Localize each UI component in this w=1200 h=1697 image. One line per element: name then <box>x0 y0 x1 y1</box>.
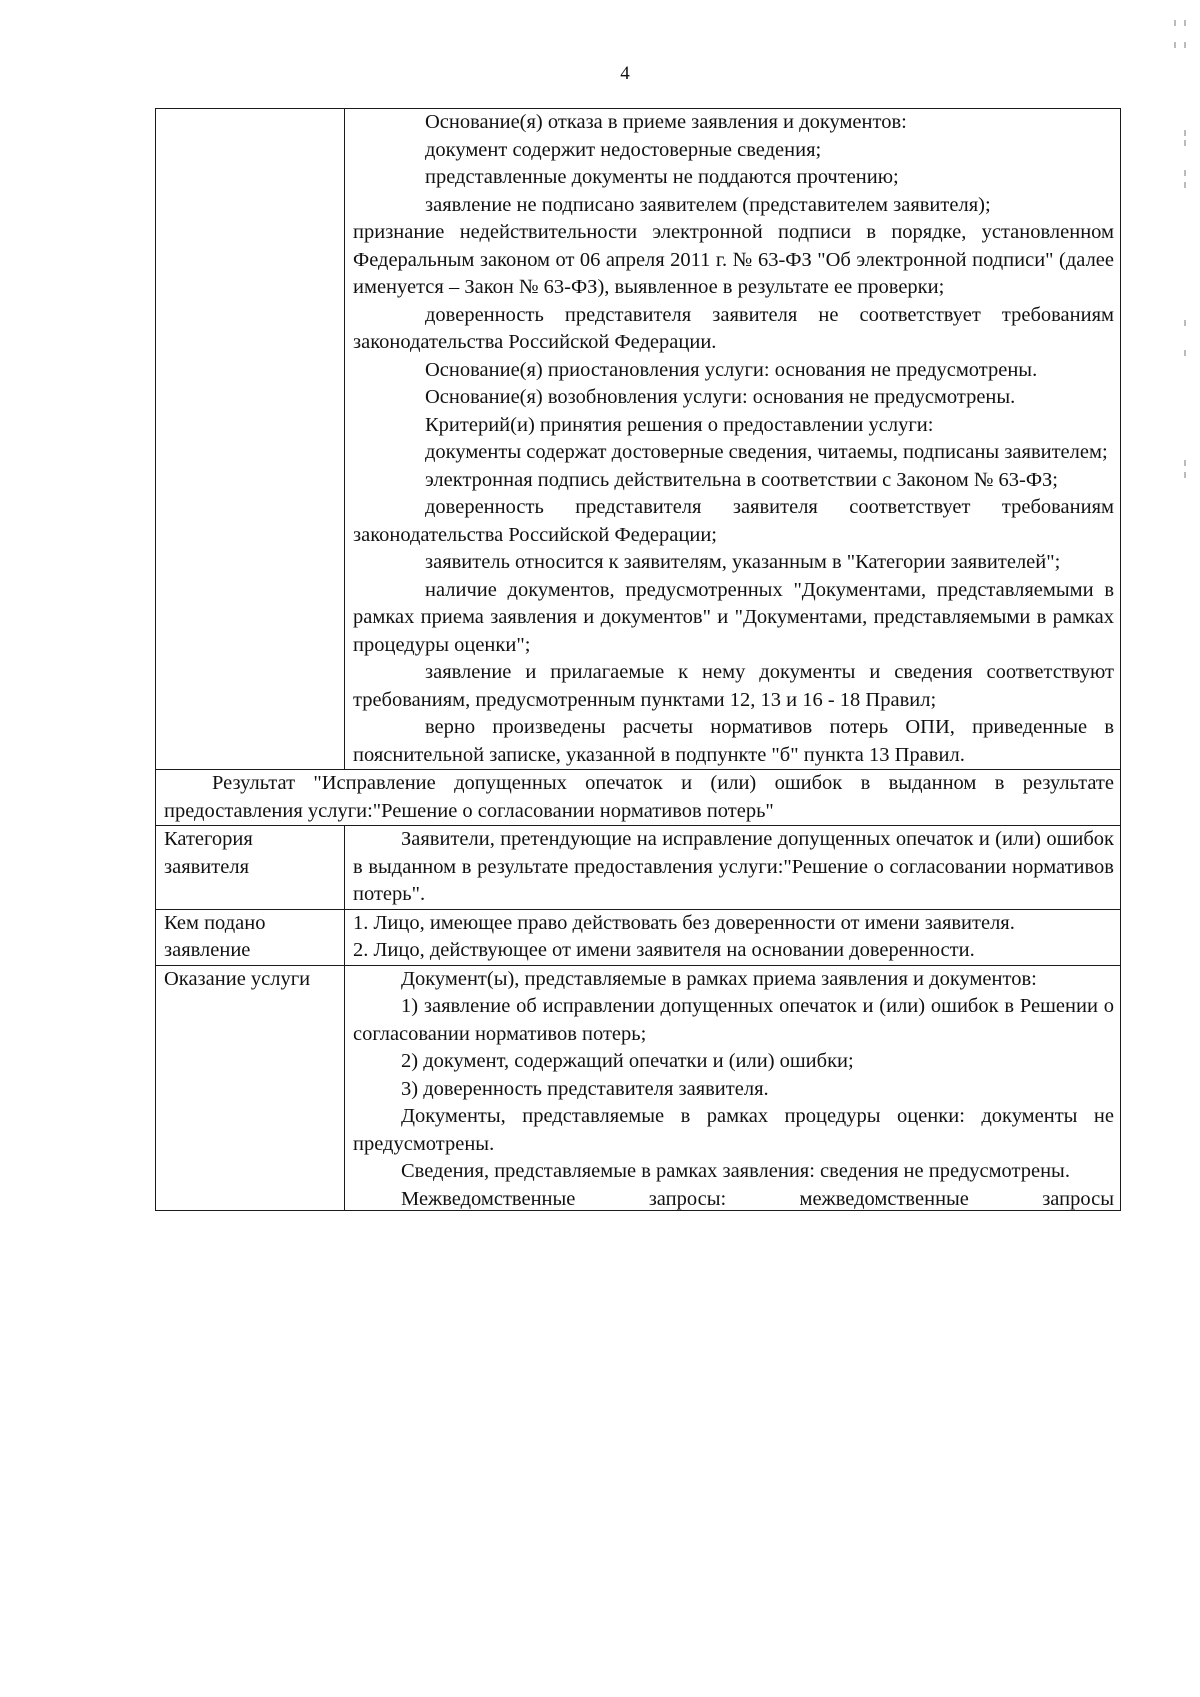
table-row-grounds <box>156 109 1121 770</box>
service-label: Оказание услуги <box>156 965 345 1210</box>
criteria-heading: Критерий(и) принятия решения о предоставлении услуги: <box>425 413 934 436</box>
list-item: заявление и прилагаемые к нему документы и сведения соответствуют требованиям, предусмотренным пунктами 12, 13 и 16 - 18 Правил; <box>353 661 1114 711</box>
list-item: документы содержат достоверные сведения, читаемы, подписаны заявителем; <box>425 441 1108 463</box>
submitted-by-label: Кем подано заявление <box>156 909 345 965</box>
list-item: доверенность представителя заявителя соответствует требованиям законодательства Российской Федерации; <box>353 496 1114 546</box>
result-title-cell <box>156 770 1121 826</box>
result-title: Результат "Исправление допущенных опечаток и (или) ошибок в выданном в результате предоставления услуги:"Решение о согласовании нормативов потерь" <box>164 772 1114 822</box>
list-item: заявитель относится к заявителям, указанным в "Категории заявителей"; <box>425 551 1061 573</box>
category-cell <box>345 826 1121 910</box>
category-label: Категория заявителя <box>156 826 345 910</box>
submitted-by-cell <box>345 909 1121 965</box>
page-number: 4 <box>620 63 630 84</box>
service-cell <box>345 965 1121 1210</box>
list-item: 1. Лицо, имеющее право действовать без доверенности от имени заявителя. <box>353 911 1015 934</box>
list-item: наличие документов, предусмотренных "Документами, представляемыми в рамках приема заявления и документов" и "Документами, представляемыми в рамках процедуры оценки"; <box>353 578 1114 656</box>
list-item: представленные документы не поддаются прочтению; <box>425 166 899 188</box>
list-item: 2. Лицо, действующее от имени заявителя на основании доверенности. <box>353 939 975 961</box>
table-row-submitted-by <box>156 909 1121 965</box>
table-row-result-title <box>156 770 1121 826</box>
interagency-requests: Межведомственные запросы: межведомственные запросы <box>401 1187 1114 1210</box>
documents-heading: Документ(ы), представляемые в рамках приема заявления и документов: <box>401 967 1037 990</box>
list-item: 2) документ, содержащий опечатки и (или) ошибки; <box>401 1050 854 1072</box>
grounds-cell <box>345 109 1121 770</box>
resumption-grounds: Основание(я) возобновления услуги: основания не предусмотрены. <box>425 386 1016 408</box>
list-item: документ содержит недостоверные сведения; <box>425 138 822 161</box>
application-info: Сведения, представляемые в рамках заявления: сведения не предусмотрены. <box>401 1160 1070 1182</box>
list-item: признание недействительности электронной подписи в порядке, установленном Федеральным законом от 06 апреля 2011 г. № 63-ФЗ "Об электронной подписи" (далее именуется – Закон № 63-ФЗ), выявленное в результате ее проверки; <box>353 221 1114 298</box>
list-item: 1) заявление об исправлении допущенных опечаток и (или) ошибок в Решении о согласовании нормативов потерь; <box>353 995 1114 1045</box>
scan-edge-marks <box>1172 20 1192 500</box>
list-item: 3) доверенность представителя заявителя. <box>401 1077 769 1100</box>
table-row-service <box>156 965 1121 1210</box>
refusal-grounds-heading: Основание(я) отказа в приеме заявления и документов: <box>425 111 907 133</box>
list-item: электронная подпись действительна в соответствии с Законом № 63-ФЗ; <box>425 468 1058 491</box>
list-item: верно произведены расчеты нормативов потерь ОПИ, приведенные в пояснительной записке, указанной в подпункте "б" пункта 13 Правил. <box>353 716 1114 766</box>
suspension-grounds: Основание(я) приостановления услуги: основания не предусмотрены. <box>425 358 1038 381</box>
service-table <box>155 108 1121 1211</box>
category-text: Заявители, претендующие на исправление допущенных опечаток и (или) ошибок в выданном в результате предоставления услуги:"Решение о согласовании нормативов потерь". <box>353 828 1114 905</box>
list-item: заявление не подписано заявителем (представителем заявителя); <box>425 193 991 216</box>
table-row-category <box>156 826 1121 910</box>
list-item: доверенность представителя заявителя не соответствует требованиям законодательства Российской Федерации. <box>353 303 1114 353</box>
assessment-documents: Документы, представляемые в рамках процедуры оценки: документы не предусмотрены. <box>353 1105 1114 1155</box>
empty-label-cell <box>156 109 345 770</box>
